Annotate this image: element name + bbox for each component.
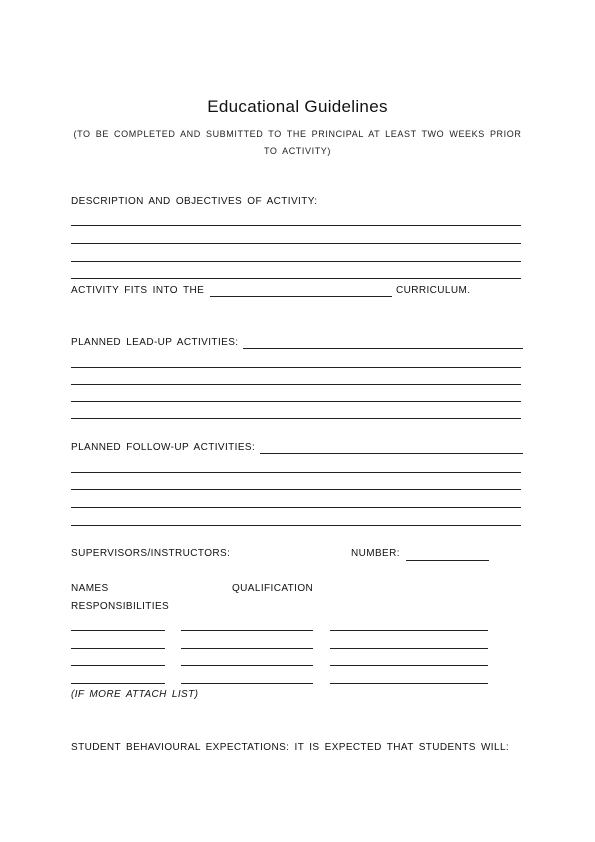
follow-up-line-1[interactable] xyxy=(71,472,521,473)
follow-up-line-4[interactable] xyxy=(71,525,521,526)
name-field-3[interactable] xyxy=(71,665,165,666)
lead-up-line-2[interactable] xyxy=(71,384,521,385)
qualification-header: QUALIFICATION xyxy=(232,583,314,594)
responsibilities-field-3[interactable] xyxy=(330,665,488,666)
name-field-4[interactable] xyxy=(71,683,165,684)
form-subtitle: (TO BE COMPLETED AND SUBMITTED TO THE PRINCIPAL AT LEAST TWO WEEKS PRIOR TO ACTIVITY) xyxy=(73,129,522,156)
qualification-field-4[interactable] xyxy=(181,683,313,684)
description-line-2[interactable] xyxy=(71,243,521,244)
curriculum-suffix: CURRICULUM. xyxy=(396,285,471,296)
lead-up-label: PLANNED LEAD-UP ACTIVITIES: xyxy=(71,337,239,348)
responsibilities-field-2[interactable] xyxy=(330,648,488,649)
responsibilities-field-1[interactable] xyxy=(330,630,488,631)
follow-up-label: PLANNED FOLLOW-UP ACTIVITIES: xyxy=(71,442,256,453)
lead-up-line-4[interactable] xyxy=(71,418,521,419)
description-line-3[interactable] xyxy=(71,261,521,262)
expectations-label: STUDENT BEHAVIOURAL EXPECTATIONS: IT IS EXPECTED THAT STUDENTS WILL: xyxy=(71,742,510,753)
number-field[interactable] xyxy=(406,560,489,561)
name-field-2[interactable] xyxy=(71,648,165,649)
curriculum-prefix: ACTIVITY FITS INTO THE xyxy=(71,285,205,296)
curriculum-field[interactable] xyxy=(210,296,392,297)
qualification-field-2[interactable] xyxy=(181,648,313,649)
follow-up-line-3[interactable] xyxy=(71,507,521,508)
lead-up-line-0[interactable] xyxy=(243,348,523,349)
qualification-field-1[interactable] xyxy=(181,630,313,631)
lead-up-line-3[interactable] xyxy=(71,401,521,402)
follow-up-line-2[interactable] xyxy=(71,489,521,490)
names-header: NAMES xyxy=(71,583,109,594)
form-title: Educational Guidelines xyxy=(207,97,388,116)
responsibilities-field-4[interactable] xyxy=(330,683,488,684)
responsibilities-header: RESPONSIBILITIES xyxy=(71,601,170,612)
description-line-4[interactable] xyxy=(71,278,521,279)
description-line-1[interactable] xyxy=(71,225,521,226)
qualification-field-3[interactable] xyxy=(181,665,313,666)
number-label: NUMBER: xyxy=(351,548,400,559)
more-attach-note: (IF MORE ATTACH LIST) xyxy=(71,689,199,700)
name-field-1[interactable] xyxy=(71,630,165,631)
lead-up-line-1[interactable] xyxy=(71,367,521,368)
follow-up-line-0[interactable] xyxy=(260,453,523,454)
description-label: DESCRIPTION AND OBJECTIVES OF ACTIVITY: xyxy=(71,196,318,207)
supervisors-label: SUPERVISORS/INSTRUCTORS: xyxy=(71,548,231,559)
